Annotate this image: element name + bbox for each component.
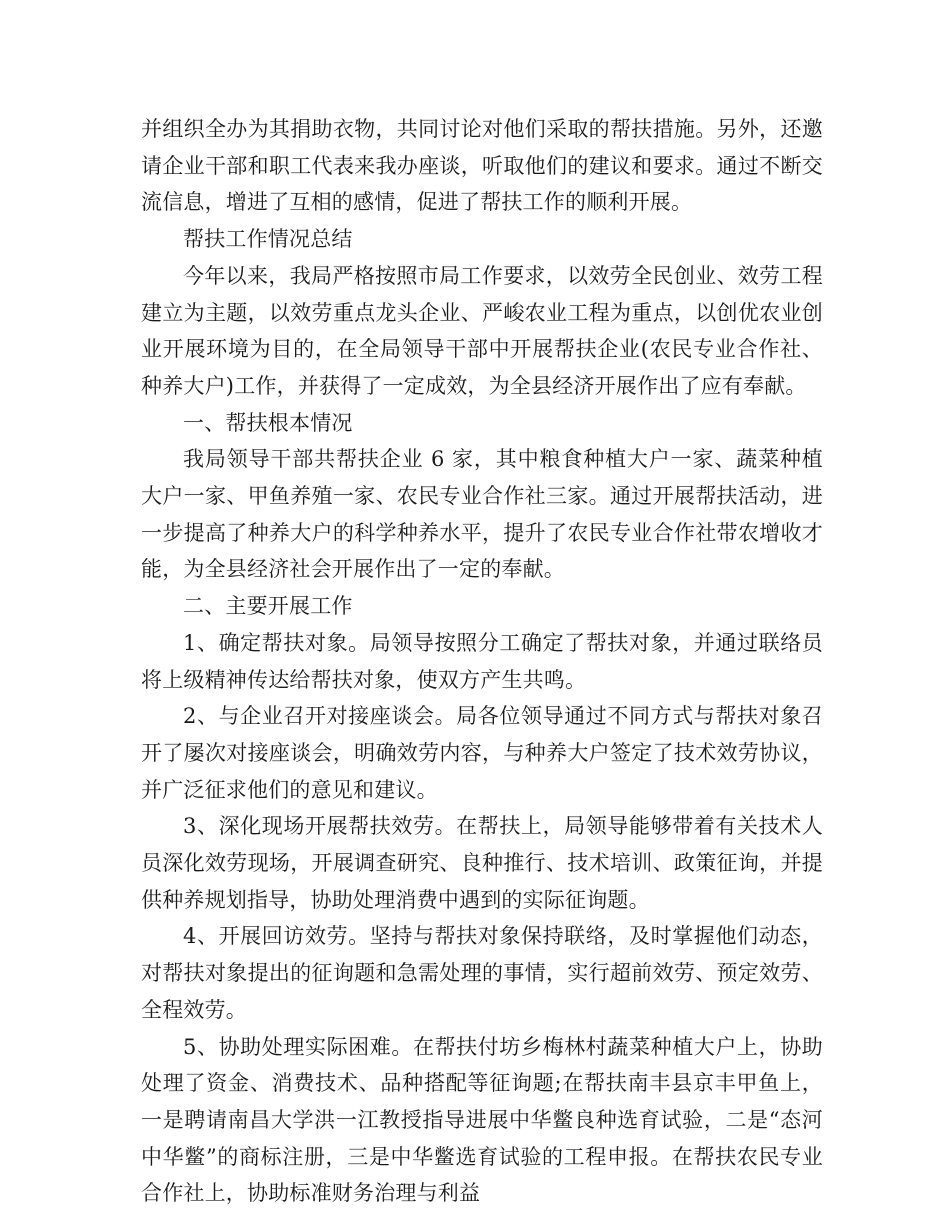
heading-basic-situation: 一、帮扶根本情况: [183, 410, 353, 435]
paragraph-item-2: 2、与企业召开对接座谈会。局各位领导通过不同方式与帮扶对象召开了屡次对接座谈会，明确效劳内容，与种养大户签定了技术效劳协议，并广泛征求他们的意见和建议。: [141, 704, 823, 802]
paragraph-intro: 今年以来，我局严格按照市局工作要求，以效劳全民创业、效劳工程建立为主题，以效劳重点龙头企业、严峻农业工程为重点，以创优农业创业开展环境为目的，在全局领导干部中开展帮扶企业(农民专业合作社、种养大户)工作，并获得了一定成效，为全县经济开展作出了应有奉献。: [141, 263, 823, 398]
paragraph-item-4: 4、开展回访效劳。坚持与帮扶对象保持联络，及时掌握他们动态，对帮扶对象提出的征询题和急需处理的事情，实行超前效劳、预定效劳、全程效劳。: [141, 924, 823, 1022]
heading-main-work: 二、主要开展工作: [183, 594, 353, 619]
document-body: [141, 111, 823, 1212]
paragraph-item-1: 1、确定帮扶对象。局领导按照分工确定了帮扶对象，并通过联络员将上级精神传达给帮扶对象，使双方产生共鸣。: [141, 630, 823, 692]
section-title: 帮扶工作情况总结: [183, 227, 353, 252]
paragraph-continuation: 并组织全办为其捐助衣物，共同讨论对他们采取的帮扶措施。另外，还邀请企业干部和职工代表来我办座谈，听取他们的建议和要求。通过不断交流信息，增进了互相的感情，促进了帮扶工作的顺利开展。: [141, 117, 823, 215]
paragraph-basic-situation: 我局领导干部共帮扶企业 6 家，其中粮食种植大户一家、蔬菜种植大户一家、甲鱼养殖一家、农民专业合作社三家。通过开展帮扶活动，进一步提高了种养大户的科学种养水平，提升了农民专业合作社带农增收才能，为全县经济社会开展作出了一定的奉献。: [141, 447, 823, 582]
paragraph-item-3: 3、深化现场开展帮扶效劳。在帮扶上，局领导能够带着有关技术人员深化效劳现场，开展调查研究、良种推行、技术培训、政策征询，并提供种养规划指导，协助处理消费中遇到的实际征询题。: [141, 814, 823, 912]
paragraph-item-5: 5、协助处理实际困难。在帮扶付坊乡梅林村蔬菜种植大户上，协助处理了资金、消费技术、品种搭配等征询题;在帮扶南丰县京丰甲鱼上，一是聘请南昌大学洪一江教授指导进展中华鳖良种选育试验，二是“态河中华鳖”的商标注册，三是中华鳖选育试验的工程申报。在帮扶农民专业合作社上，协助标准财务治理与利益: [141, 1034, 823, 1206]
